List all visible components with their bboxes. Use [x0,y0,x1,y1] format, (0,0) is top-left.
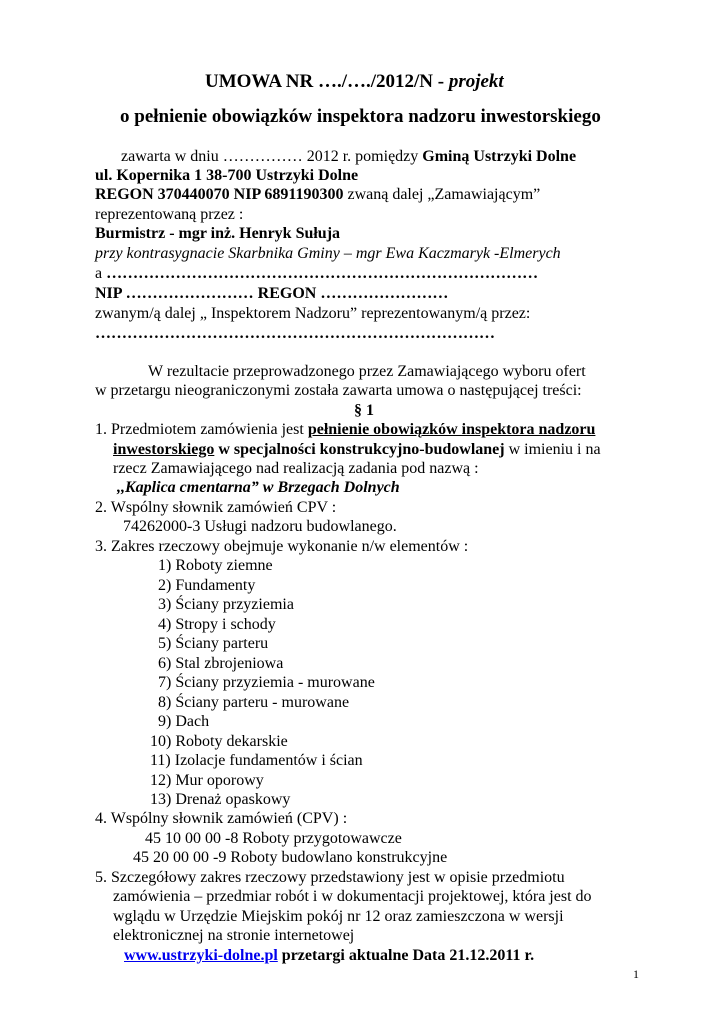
contractor-ids: NIP …………………… REGON …………………… [95,285,449,302]
intro-line-1: W rezultacie przeprowadzonego przez Zamawiającego wyboru ofert [148,363,586,380]
point-1-line-1: 1. Przedmiotem zamówienia jest pełnienie obowiązków inspektora nadzoru [95,421,596,438]
list-item: 8) Ściany parteru - murowane [158,694,350,711]
point-5-line-3: wglądu w Urzędzie Miejskim pokój nr 12 oraz zamieszczona w wersji [113,908,564,925]
list-item: 11) Izolacje fundamentów i ścian [150,752,363,769]
document-subtitle: o pełnienie obowiązków inspektora nadzoru inwestorskiego [120,106,601,127]
represented-by: reprezentowaną przez : [95,206,244,223]
list-item: 3) Ściany przyziemia [158,596,294,613]
list-item: 13) Drenaż opaskowy [150,791,291,808]
concluded-line: zawarta w dniu …………… 2012 r. pomiędzy Gminą Ustrzyki Dolne [121,148,577,165]
section-heading: § 1 [354,402,374,419]
point-2-code: 74262000-3 Usługi nadzoru budowlanego. [123,518,397,535]
document-title: UMOWA NR …./…./2012/N - projekt [205,71,504,92]
list-item: 12) Mur oporowy [150,772,264,789]
list-item: 4) Stropy i schody [158,616,276,633]
point-4-code-2: 45 20 00 00 -9 Roboty budowlano konstrukcyjne [133,849,448,866]
point-1-line-3: rzecz Zamawiającego nad realizacją zadania pod nazwą : [113,460,479,477]
inspector-called: zwanym/ą dalej „ Inspektorem Nadzoru” reprezentowanym/ą przez: [95,305,531,322]
inspector-rep-dots: ………………………………………………………………… [95,325,495,342]
list-item: 9) Dach [158,713,210,730]
point-1-line-2: inwestorskiego w specjalności konstrukcyjno-budowlanej w imieniu i na [113,441,601,458]
countersign-line: przy kontrasygnacie Skarbnika Gminy – mgr Ewa Kaczmaryk -Elmerych [95,245,561,262]
list-item: 10) Roboty dekarskie [150,733,288,750]
list-item: 2) Fundamenty [158,577,256,594]
point-5-line-2: zamówienia – przedmiar robót i w dokumentacji projektowej, która jest do [113,888,592,905]
list-item: 7) Ściany przyziemia - murowane [158,674,375,691]
point-2-label: 2. Wspólny słownik zamówień CPV : [95,499,337,516]
website-link[interactable]: www.ustrzyki-dolne.pl [124,947,278,964]
point-4-code-1: 45 10 00 00 -8 Roboty przygotowawcze [145,830,402,847]
client-address: ul. Kopernika 1 38-700 Ustrzyki Dolne [95,167,359,184]
page-number: 1 [633,967,639,981]
client-ids: REGON 370440070 NIP 6891190300 zwaną dalej „Zamawiającym” [95,186,541,203]
list-item: 5) Ściany parteru [158,635,269,652]
contractor-line: a ……………………………………………………………………… [95,265,539,282]
point-5-line-5: www.ustrzyki-dolne.pl przetargi aktualne Data 21.12.2011 r. [124,947,535,964]
point-3-label: 3. Zakres rzeczowy obejmuje wykonanie n/w elementów : [95,538,469,555]
intro-line-2: w przetargu nieograniczonymi została zawarta umowa o następującej treści: [95,382,582,399]
point-5-line-4: elektronicznej na stronie internetowej [113,927,355,944]
list-item: 6) Stal zbrojeniowa [158,655,284,672]
mayor-line: Burmistrz - mgr inż. Henryk Sułuja [95,225,341,242]
point-5-line-1: 5. Szczegółowy zakres rzeczowy przedstawiony jest w opisie przedmiotu [95,869,565,886]
task-name: ,,Kaplica cmentarna” w Brzegach Dolnych [117,479,400,496]
list-item: 1) Roboty ziemne [158,557,273,574]
point-4-label: 4. Wspólny słownik zamówień (CPV) : [95,810,348,827]
